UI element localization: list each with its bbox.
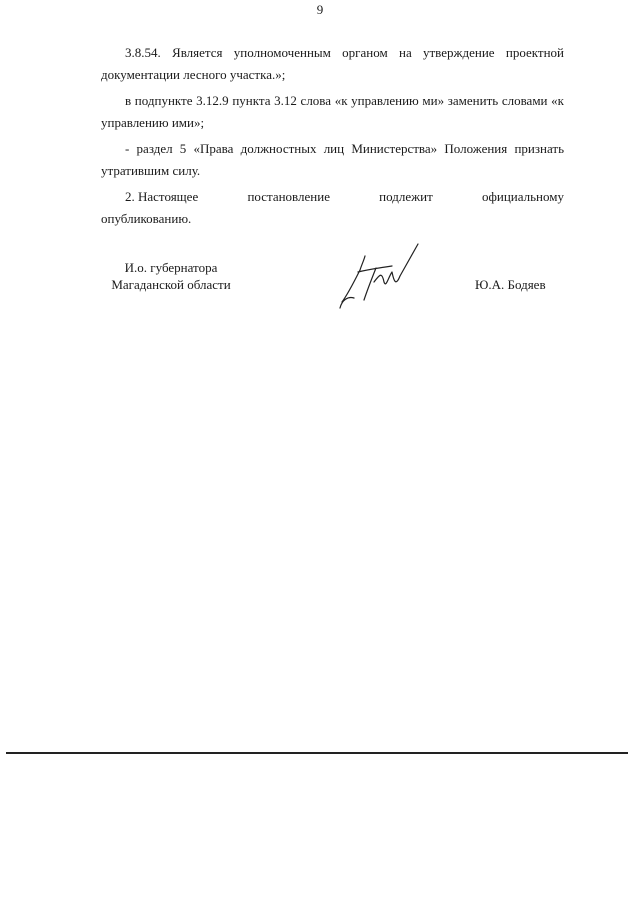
signatory-name: Ю.А. Бодяев xyxy=(475,277,546,292)
paragraph-3-8-54: 3.8.54. Является уполномоченным органом на утверждение проектной документации лесного участка.»; xyxy=(101,45,564,82)
paragraph-subpoint-3-12-9: в подпункте 3.12.9 пункта 3.12 слова «к управлению ми» заменить словами «к управлению ими»; xyxy=(101,93,564,130)
word: подлежит xyxy=(379,189,433,204)
position-line-1: И.о. губернатора xyxy=(124,260,218,275)
word: постановление xyxy=(247,189,330,204)
document-body xyxy=(101,42,564,229)
handwritten-signature xyxy=(334,242,424,312)
signatory-position xyxy=(101,259,241,293)
paragraph-publication-line2: опубликованию. xyxy=(101,210,192,226)
bottom-divider xyxy=(6,752,628,754)
paragraph-section-5: - раздел 5 «Права должностных лиц Министерства» Положения признать утратившим силу. xyxy=(101,141,564,178)
word: официальному xyxy=(481,189,564,204)
word: 2. Настоящее xyxy=(125,189,199,204)
paragraph-publication-line1 xyxy=(101,186,564,208)
position-line-2: Магаданской области xyxy=(111,277,231,292)
page-number: 9 xyxy=(316,2,324,17)
